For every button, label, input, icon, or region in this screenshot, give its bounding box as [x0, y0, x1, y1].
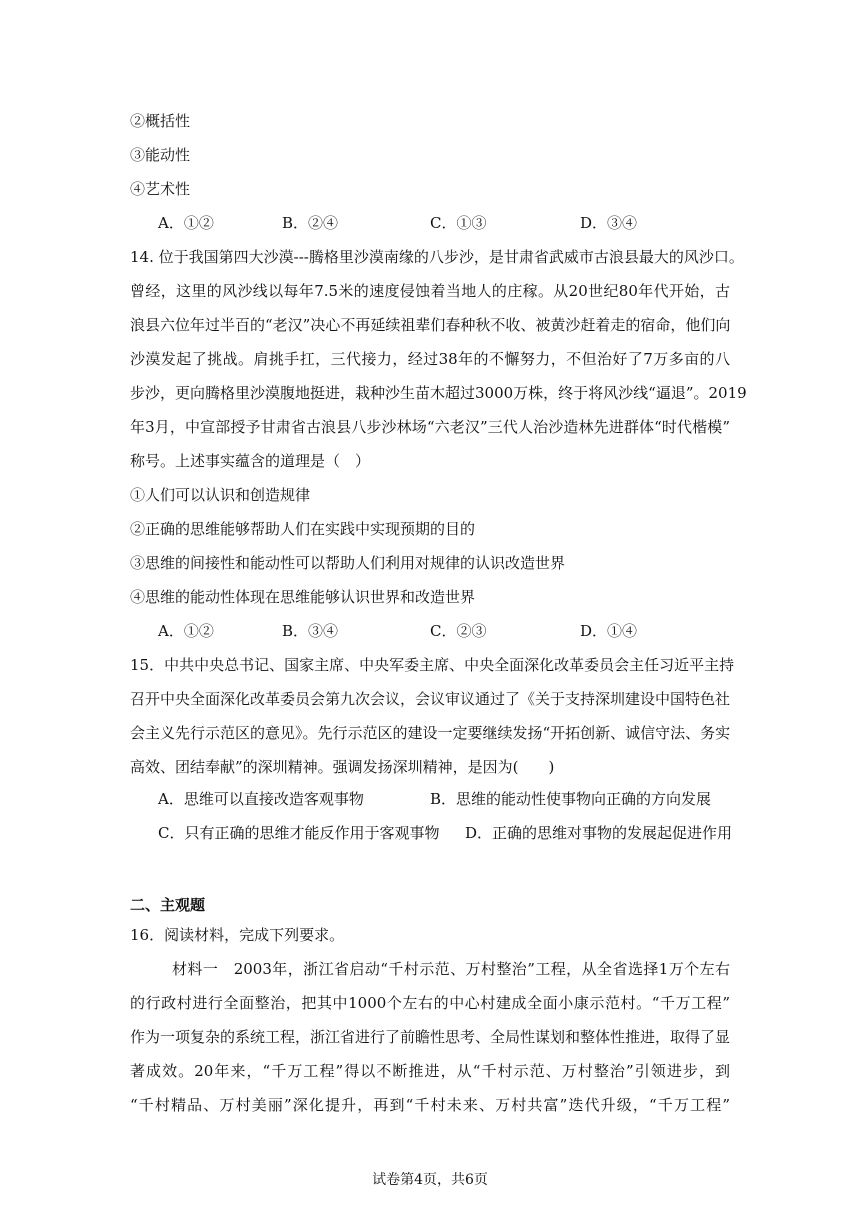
q13-option-d: D．③④ — [580, 214, 638, 232]
q15-option-d: D．正确的思维对事物的发展起促进作用 — [465, 824, 733, 842]
q13-option-c: C．①③ — [430, 214, 487, 232]
q14-item-1: ①人们可以认识和创造规律 — [130, 486, 311, 504]
material-line: 著成效。20年来，“千万工程”得以不断推进，从“千村示范、万村整治”引领进步，到 — [130, 1062, 730, 1080]
q15-stem-line: 高效、团结奉献”的深圳精神。强调发扬深圳精神，是因为( ) — [130, 758, 555, 776]
q15-stem-line: 会主义先行示范区的意见》。先行示范区的建设一定要继续发扬“开拓创新、诚信守法、务实 — [130, 724, 731, 742]
q14-option-a: A．①② — [158, 622, 214, 640]
q14-option-c: C．②③ — [430, 622, 487, 640]
material-line: 的行政村进行全面整治，把其中1000个左右的中心村建成全面小康示范村。“千万工程” — [130, 994, 730, 1012]
q15-option-a: A．思维可以直接改造客观事物 — [158, 790, 364, 808]
q14-stem-line: 14. 位于我国第四大沙漠---腾格里沙漠南缘的八步沙，是甘肃省武威市古浪县最大的风沙口。 — [130, 248, 744, 266]
q14-stem-line: 浪县六位年过半百的“老汉”决心不再延续祖辈们春种秋不收、被黄沙赶着走的宿命，他们向 — [130, 316, 731, 334]
q16-intro: 16．阅读材料，完成下列要求。 — [130, 926, 345, 944]
q14-stem-line: 沙漠发起了挑战。肩挑手扛，三代接力，经过38年的不懈努力，不但治好了7万多亩的八 — [130, 350, 730, 368]
material-line: “千村精品、万村美丽”深化提升，再到“千村未来、万村共富”迭代升级，“千万工程” — [130, 1096, 730, 1114]
q13-item-4: ④艺术性 — [130, 180, 191, 198]
q14-item-2: ②正确的思维能够帮助人们在实践中实现预期的目的 — [130, 520, 476, 538]
q13-item-2: ②概括性 — [130, 112, 191, 130]
q14-item-3: ③思维的间接性和能动性可以帮助人们利用对规律的认识改造世界 — [130, 554, 566, 572]
section-heading: 二、主观题 — [130, 896, 206, 914]
q14-stem-line: 称号。上述事实蕴含的道理是（ ） — [130, 452, 371, 470]
q15-option-b: B．思维的能动性使事物向正确的方向发展 — [430, 790, 712, 808]
material-line: 作为一项复杂的系统工程，浙江省进行了前瞻性思考、全局性谋划和整体性推进，取得了显 — [130, 1028, 731, 1046]
page-footer: 试卷第4页，共6页 — [372, 1172, 488, 1188]
q13-option-b: B．②④ — [282, 214, 339, 232]
q14-stem-line: 步沙，更向腾格里沙漠腹地挺进，栽种沙生苗木超过3000万株，终于将风沙线“逼退”。2019 — [130, 384, 747, 402]
q15-option-c: C．只有正确的思维才能反作用于客观事物 — [158, 824, 440, 842]
q15-stem-line: 召开中央全面深化改革委员会第九次会议，会议审议通过了《关于支持深圳建设中国特色社 — [130, 690, 731, 708]
q14-stem-line: 年3月，中宣部授予甘肃省古浪县八步沙林场“六老汉”三代人治沙造林先进群体“时代楷模” — [130, 418, 730, 436]
q15-stem-line: 15．中共中央总书记、国家主席、中央军委主席、中央全面深化改革委员会主任习近平主持 — [130, 656, 735, 674]
q14-stem-line: 曾经，这里的风沙线以每年7.5米的速度侵蚀着当地人的庄稼。从20世纪80年代开始，古 — [130, 282, 730, 300]
q14-option-d: D．①④ — [580, 622, 638, 640]
material-line: 材料一 2003年，浙江省启动“千村示范、万村整治”工程，从全省选择1万个左右 — [172, 960, 730, 978]
q13-option-a: A．①② — [158, 214, 214, 232]
q13-item-3: ③能动性 — [130, 146, 191, 164]
q14-option-b: B．③④ — [282, 622, 339, 640]
q14-item-4: ④思维的能动性体现在思维能够认识世界和改造世界 — [130, 588, 476, 606]
